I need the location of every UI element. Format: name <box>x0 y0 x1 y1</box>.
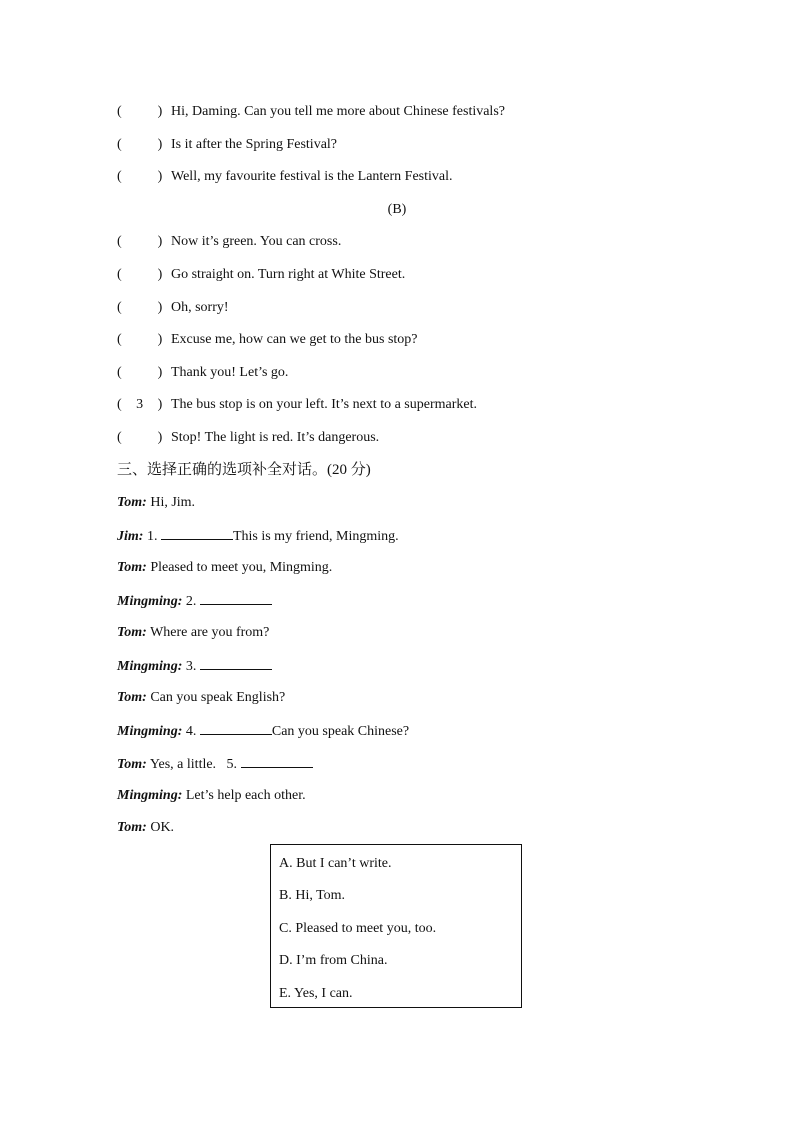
item-text: Stop! The light is red. It’s dangerous. <box>171 430 380 445</box>
speaker-name: Tom: <box>117 560 147 575</box>
answer-blank[interactable] <box>200 655 272 670</box>
answer-bracket[interactable]: ( ) <box>117 104 163 119</box>
item-text: Is it after the Spring Festival? <box>171 137 338 152</box>
item-text: Go straight on. Turn right at White Street. <box>171 267 406 282</box>
answer-number: 3 <box>136 397 144 412</box>
answer-bracket[interactable]: ( ) <box>117 234 163 249</box>
dialogue-text-after: Can you speak Chinese? <box>271 724 410 739</box>
speaker-name: Tom: <box>117 820 147 835</box>
speaker-name: Tom: <box>117 757 147 772</box>
answer-blank[interactable] <box>200 590 272 605</box>
option-a: A. But I can’t write. <box>279 856 392 871</box>
dialogue-line <box>117 753 313 773</box>
dialogue-text: Let’s help each other. <box>185 788 306 803</box>
speaker-name: Mingming: <box>117 594 183 609</box>
option-d: D. I’m from China. <box>279 953 388 968</box>
options-box <box>270 844 522 1008</box>
dialogue-line <box>117 688 285 708</box>
ordering-item <box>117 330 418 350</box>
ordering-item <box>117 167 453 187</box>
dialogue-text: 3. <box>185 659 200 674</box>
answer-blank[interactable] <box>161 525 233 540</box>
item-text: Excuse me, how can we get to the bus stop? <box>171 332 418 347</box>
answer-blank[interactable] <box>200 720 272 735</box>
answer-bracket[interactable]: ( ) <box>117 430 163 445</box>
dialogue-line <box>117 655 272 675</box>
dialogue-text: Pleased to meet you, Mingming. <box>150 560 333 575</box>
dialogue-text: OK. <box>150 820 175 835</box>
answer-bracket[interactable]: ( ) <box>117 332 163 347</box>
ordering-item <box>117 428 379 448</box>
speaker-name: Tom: <box>117 690 147 705</box>
dialogue-line <box>117 786 306 806</box>
item-text: Now it’s green. You can cross. <box>171 234 342 249</box>
speaker-name: Mingming: <box>117 659 183 674</box>
item-text: Thank you! Let’s go. <box>171 365 289 380</box>
option-c: C. Pleased to meet you, too. <box>279 921 437 936</box>
dialogue-text: Can you speak English? <box>150 690 286 705</box>
ordering-item <box>117 363 288 383</box>
dialogue-line <box>117 525 399 545</box>
dialogue-line <box>117 493 195 513</box>
option-e: E. Yes, I can. <box>279 986 353 1001</box>
ordering-item <box>117 232 341 252</box>
speaker-name: Mingming: <box>117 788 183 803</box>
ordering-item <box>117 135 337 155</box>
item-text: Well, my favourite festival is the Lantern Festival. <box>171 169 453 184</box>
ordering-item <box>117 395 477 415</box>
answer-bracket[interactable]: ( ) <box>117 365 163 380</box>
answer-bracket[interactable]: ( ) <box>117 169 163 184</box>
dialogue-text: Hi, Jim. <box>150 495 196 510</box>
answer-bracket[interactable]: ( ) <box>117 267 163 282</box>
dialogue-line <box>117 818 174 838</box>
dialogue-line <box>117 623 269 643</box>
answer-blank[interactable] <box>241 753 313 768</box>
answer-bracket[interactable]: ( ) <box>117 300 163 315</box>
dialogue-text: Yes, a little. 5. <box>149 757 241 772</box>
ordering-item <box>117 102 505 122</box>
dialogue-line <box>117 590 272 610</box>
answer-bracket[interactable]: ( ) <box>117 137 163 152</box>
dialogue-text: 2. <box>185 594 200 609</box>
ordering-item <box>117 265 405 285</box>
item-text: Hi, Daming. Can you tell me more about Chinese festivals? <box>171 104 505 119</box>
ordering-item <box>117 298 229 318</box>
dialogue-text: 4. <box>185 724 200 739</box>
dialogue-line <box>117 720 409 740</box>
item-text: Oh, sorry! <box>171 300 229 315</box>
dialogue-line <box>117 558 332 578</box>
option-b: B. Hi, Tom. <box>279 888 346 903</box>
speaker-name: Mingming: <box>117 724 183 739</box>
section-b-label: (B) <box>387 202 407 217</box>
answer-bracket[interactable]: ( 3 ) <box>117 395 171 415</box>
section-heading: 三、选择正确的选项补全对话。(20 分) <box>117 462 371 478</box>
speaker-name: Tom: <box>117 625 147 640</box>
speaker-name: Jim: <box>117 529 144 544</box>
dialogue-text: 1. <box>146 529 161 544</box>
item-text: The bus stop is on your left. It’s next to a supermarket. <box>171 397 477 412</box>
speaker-name: Tom: <box>117 495 147 510</box>
dialogue-text-after: This is my friend, Mingming. <box>232 529 399 544</box>
dialogue-text: Where are you from? <box>150 625 270 640</box>
